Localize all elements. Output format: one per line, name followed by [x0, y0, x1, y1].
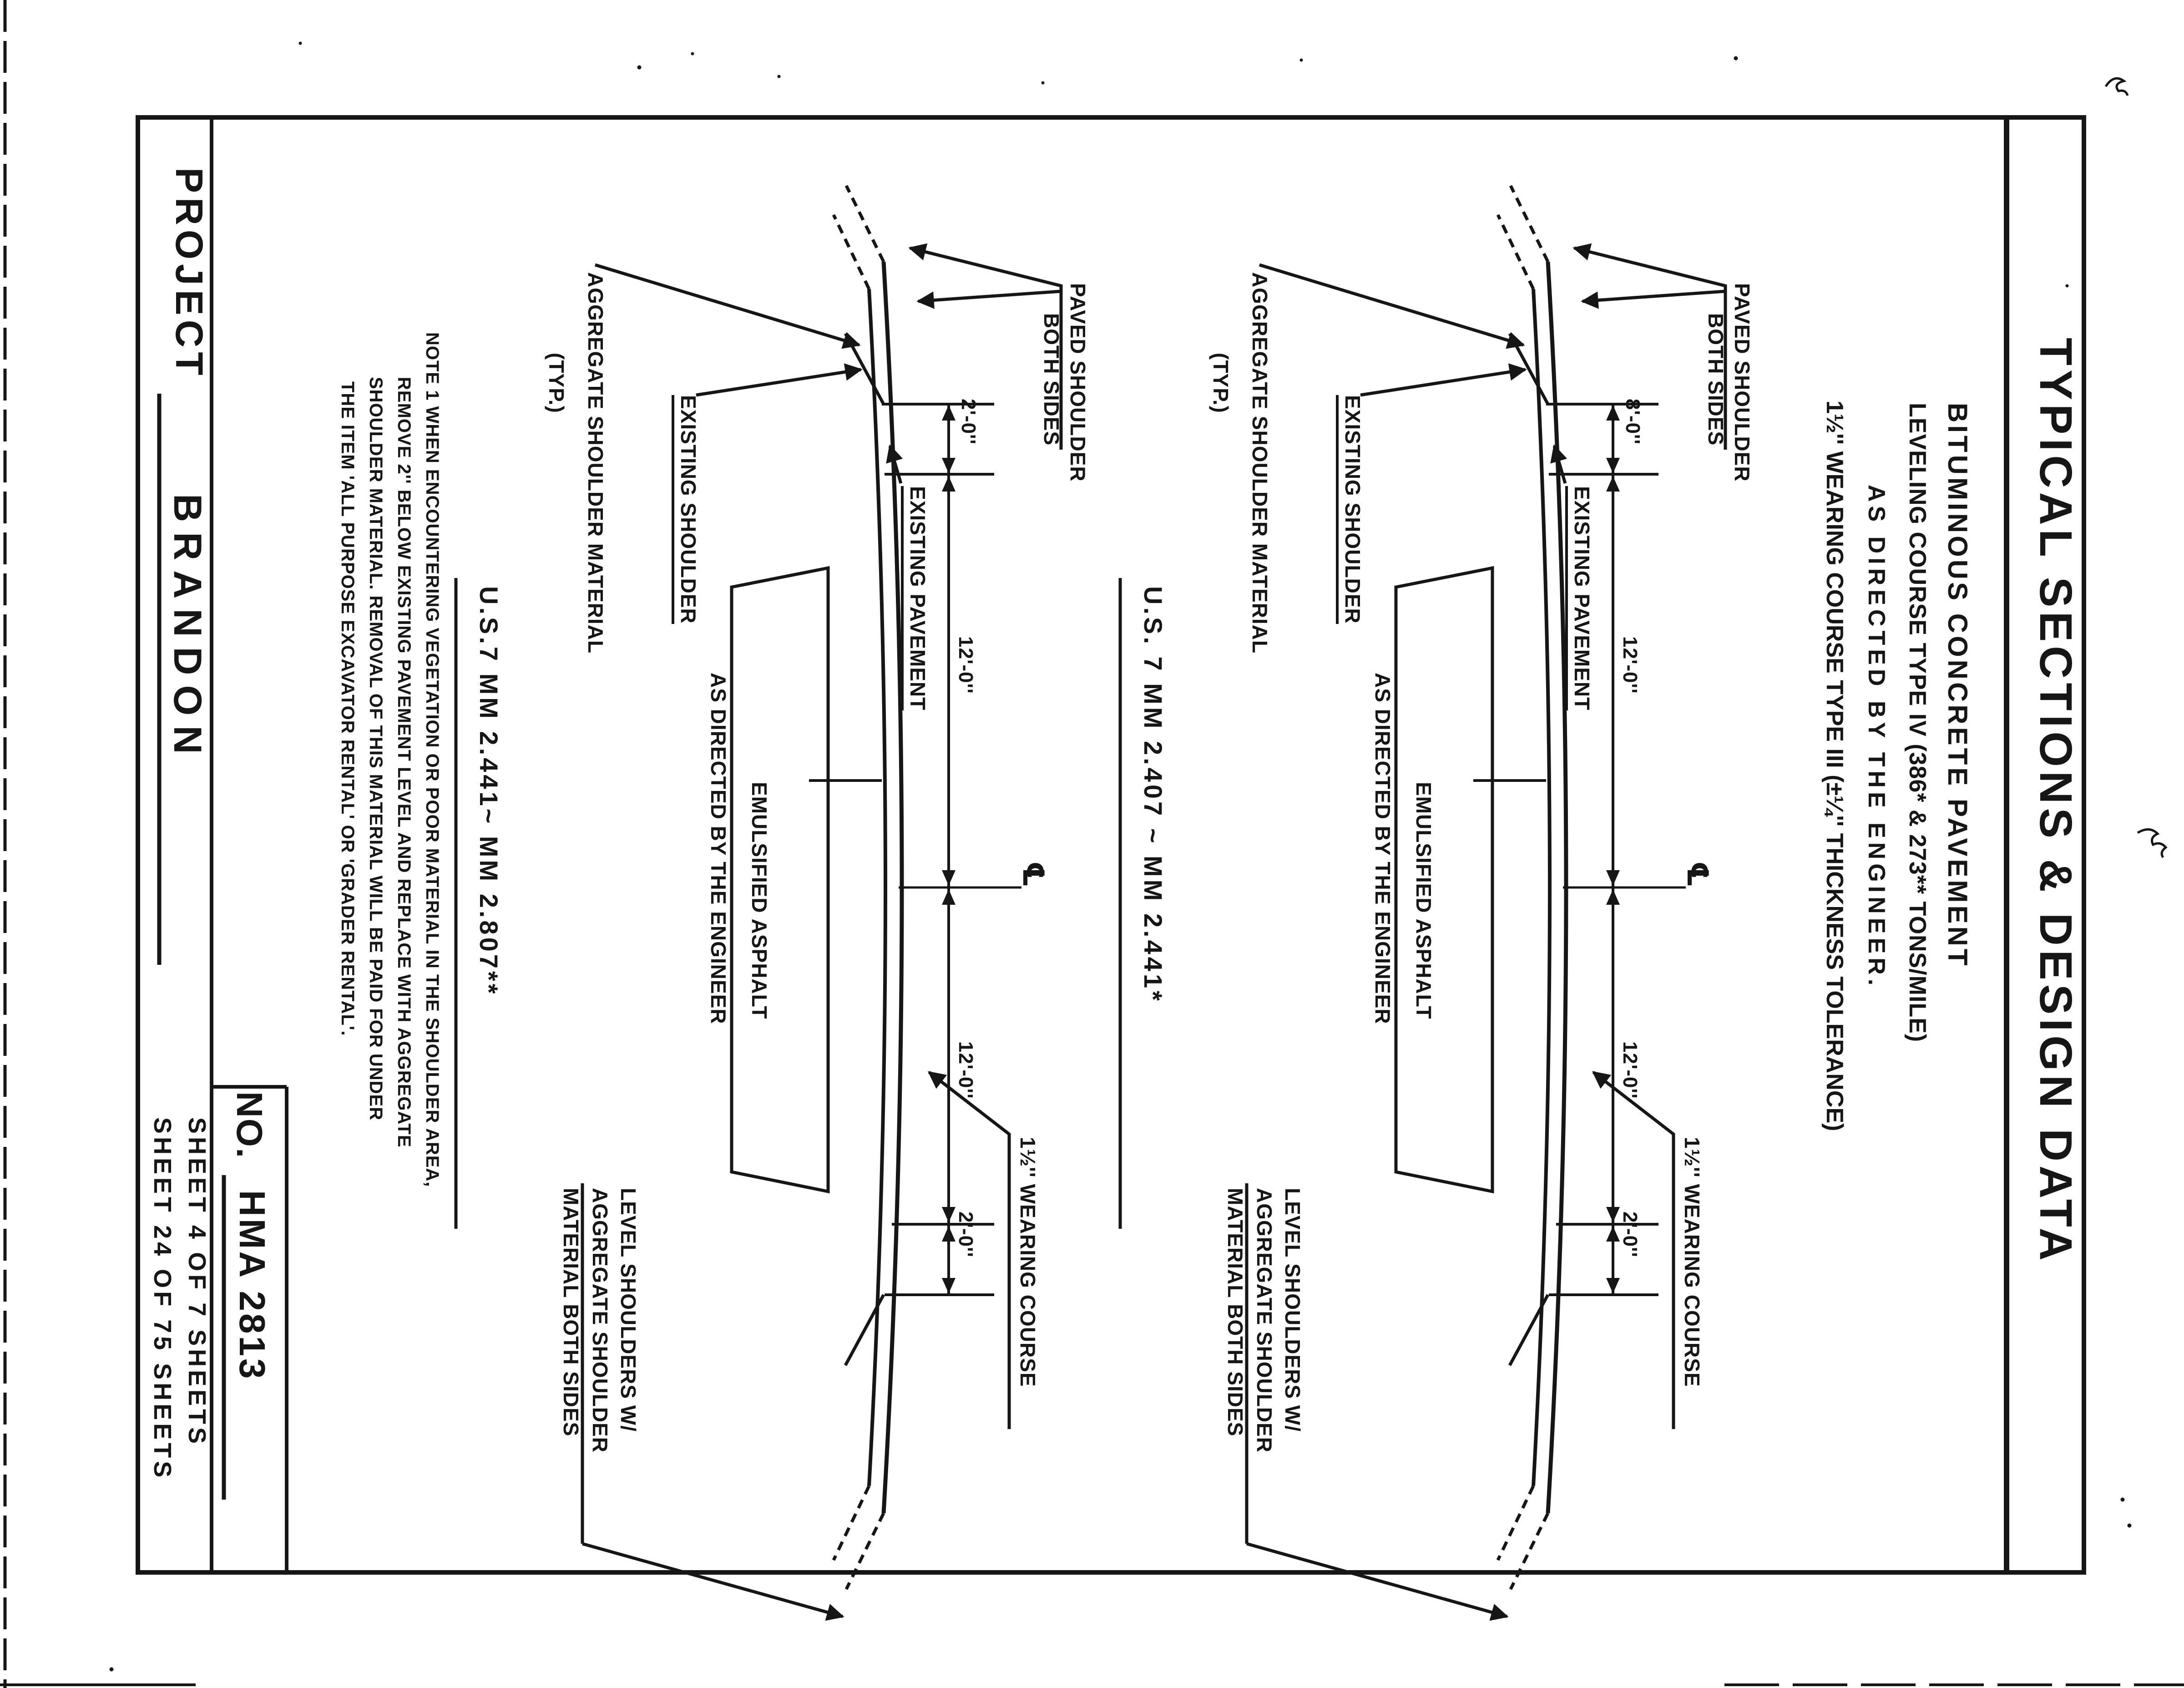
- header-line-4: 1½'' WEARING COURSE TYPE III (±¼'' THICKNESS TOLERANCE): [1821, 400, 1848, 1131]
- titleblock-no-label: NO.: [229, 1091, 270, 1159]
- diagram1-level-shoulders-label-line2: AGGREGATE SHOULDER: [1253, 1188, 1276, 1453]
- diagram1-centerline-icon: ℄: [1680, 861, 1714, 887]
- note-line-1: NOTE 1 WHEN ENCOUNTERING VEGETATION OR POOR MATERIAL IN THE SHOULDER AREA,: [422, 332, 442, 1187]
- diagram2-lane-left-dimension: 12'-0'': [955, 636, 977, 694]
- diagram1-paved-shoulder-label-line1: PAVED SHOULDER: [1730, 283, 1754, 482]
- diagram2-typ-label: (TYP.): [545, 353, 568, 413]
- diagram1-typ-label: (TYP.): [1209, 353, 1233, 413]
- pencil-mark-right: [2138, 829, 2166, 857]
- diagram2-edge-dimension: 2'-0'': [955, 1212, 977, 1257]
- diagram1-existing-shoulder-label: EXISTING SHOULDER: [1336, 395, 1363, 624]
- diagram1-lane-right-dimension: 12'-0'': [1619, 1041, 1641, 1099]
- titleblock-sheet-line-1: SHEET 4 OF 7 SHEETS: [183, 1117, 211, 1447]
- diagram2-centerline-icon: ℄: [1016, 861, 1050, 887]
- note-line-4: THE ITEM 'ALL PURPOSE EXCAVATOR RENTAL' OR 'GRADER RENTAL'.: [338, 381, 358, 1036]
- header-line-2: LEVELING COURSE TYPE IV (386* & 273** TONS/MILE): [1904, 403, 1931, 1043]
- diagram1-as-directed-label: AS DIRECTED BY THE ENGINEER: [1371, 673, 1395, 1024]
- diagram2-as-directed-label: AS DIRECTED BY THE ENGINEER: [707, 673, 730, 1024]
- diagram1-shoulder-width-dimension: 8'-0'': [1622, 399, 1644, 445]
- diagram2-level-shoulders-label-line3: MATERIAL BOTH SIDES: [559, 1188, 583, 1437]
- diagram2-emulsified-asphalt-label: EMULSIFIED ASPHALT: [748, 782, 771, 1019]
- diagram1-aggregate-shoulder-label: AGGREGATE SHOULDER MATERIAL: [1248, 272, 1272, 654]
- diagram1-existing-pavement-label: EXISTING PAVEMENT: [1565, 486, 1592, 710]
- diagram1-paved-shoulder-label-line2: BOTH SIDES: [1704, 313, 1728, 446]
- titleblock-drawing-number: HMA 2813: [232, 1190, 273, 1381]
- sheet-title: TYPICAL SECTIONS & DESIGN DATA: [2030, 338, 2081, 1265]
- diagram1-edge-dimension: 2'-0'': [1619, 1212, 1641, 1257]
- diagram1-level-shoulders-label-line1: LEVEL SHOULDERS W/: [1281, 1188, 1304, 1432]
- diagram1-wearing-course-label: 1½'' WEARING COURSE: [1680, 1137, 1704, 1387]
- header-line-1: BITUMINOUS CONCRETE PAVEMENT: [1942, 403, 1973, 968]
- note-line-3: SHOULDER MATERIAL. REMOVAL OF THIS MATERIAL WILL BE PAID FOR UNDER: [366, 377, 386, 1121]
- diagram2-existing-pavement-label: EXISTING PAVEMENT: [901, 486, 928, 710]
- titleblock-sheet-line-2: SHEET 24 OF 75 SHEETS: [149, 1117, 176, 1481]
- header-line-3: AS DIRECTED BY THE ENGINEER.: [1863, 485, 1890, 990]
- diagram1-level-shoulders-label-line3: MATERIAL BOTH SIDES: [1223, 1188, 1247, 1437]
- pencil-mark-top: [2106, 78, 2128, 96]
- diagram1-route-label: U.S. 7 MM 2.407 ~ MM 2.441*: [1139, 586, 1168, 1004]
- diagram2-paved-shoulder-label-line1: PAVED SHOULDER: [1066, 283, 1090, 482]
- note-line-2: REMOVE 2'' BELOW EXISTING PAVEMENT LEVEL AND REPLACE WITH AGGREGATE: [394, 377, 414, 1148]
- diagram2-route-label: U.S.7 MM 2.441~ MM 2.807**: [475, 586, 503, 997]
- project-name: BRANDON: [166, 494, 209, 764]
- project-label: PROJECT: [168, 167, 211, 380]
- diagram2-shoulder-width-dimension: 2'-0'': [957, 399, 980, 445]
- diagram2-paved-shoulder-label-line2: BOTH SIDES: [1040, 313, 1063, 446]
- diagram2-wearing-course-label: 1½'' WEARING COURSE: [1016, 1137, 1040, 1387]
- diagram1-emulsified-asphalt-label: EMULSIFIED ASPHALT: [1412, 782, 1436, 1019]
- diagram2-lane-right-dimension: 12'-0'': [955, 1041, 977, 1099]
- diagram2-aggregate-shoulder-label: AGGREGATE SHOULDER MATERIAL: [584, 272, 607, 654]
- diagram2-existing-shoulder-label: EXISTING SHOULDER: [672, 395, 699, 624]
- diagram2-level-shoulders-label-line2: AGGREGATE SHOULDER: [588, 1188, 612, 1453]
- diagram2-level-shoulders-label-line1: LEVEL SHOULDERS W/: [617, 1188, 640, 1432]
- diagram1-lane-left-dimension: 12'-0'': [1619, 636, 1641, 694]
